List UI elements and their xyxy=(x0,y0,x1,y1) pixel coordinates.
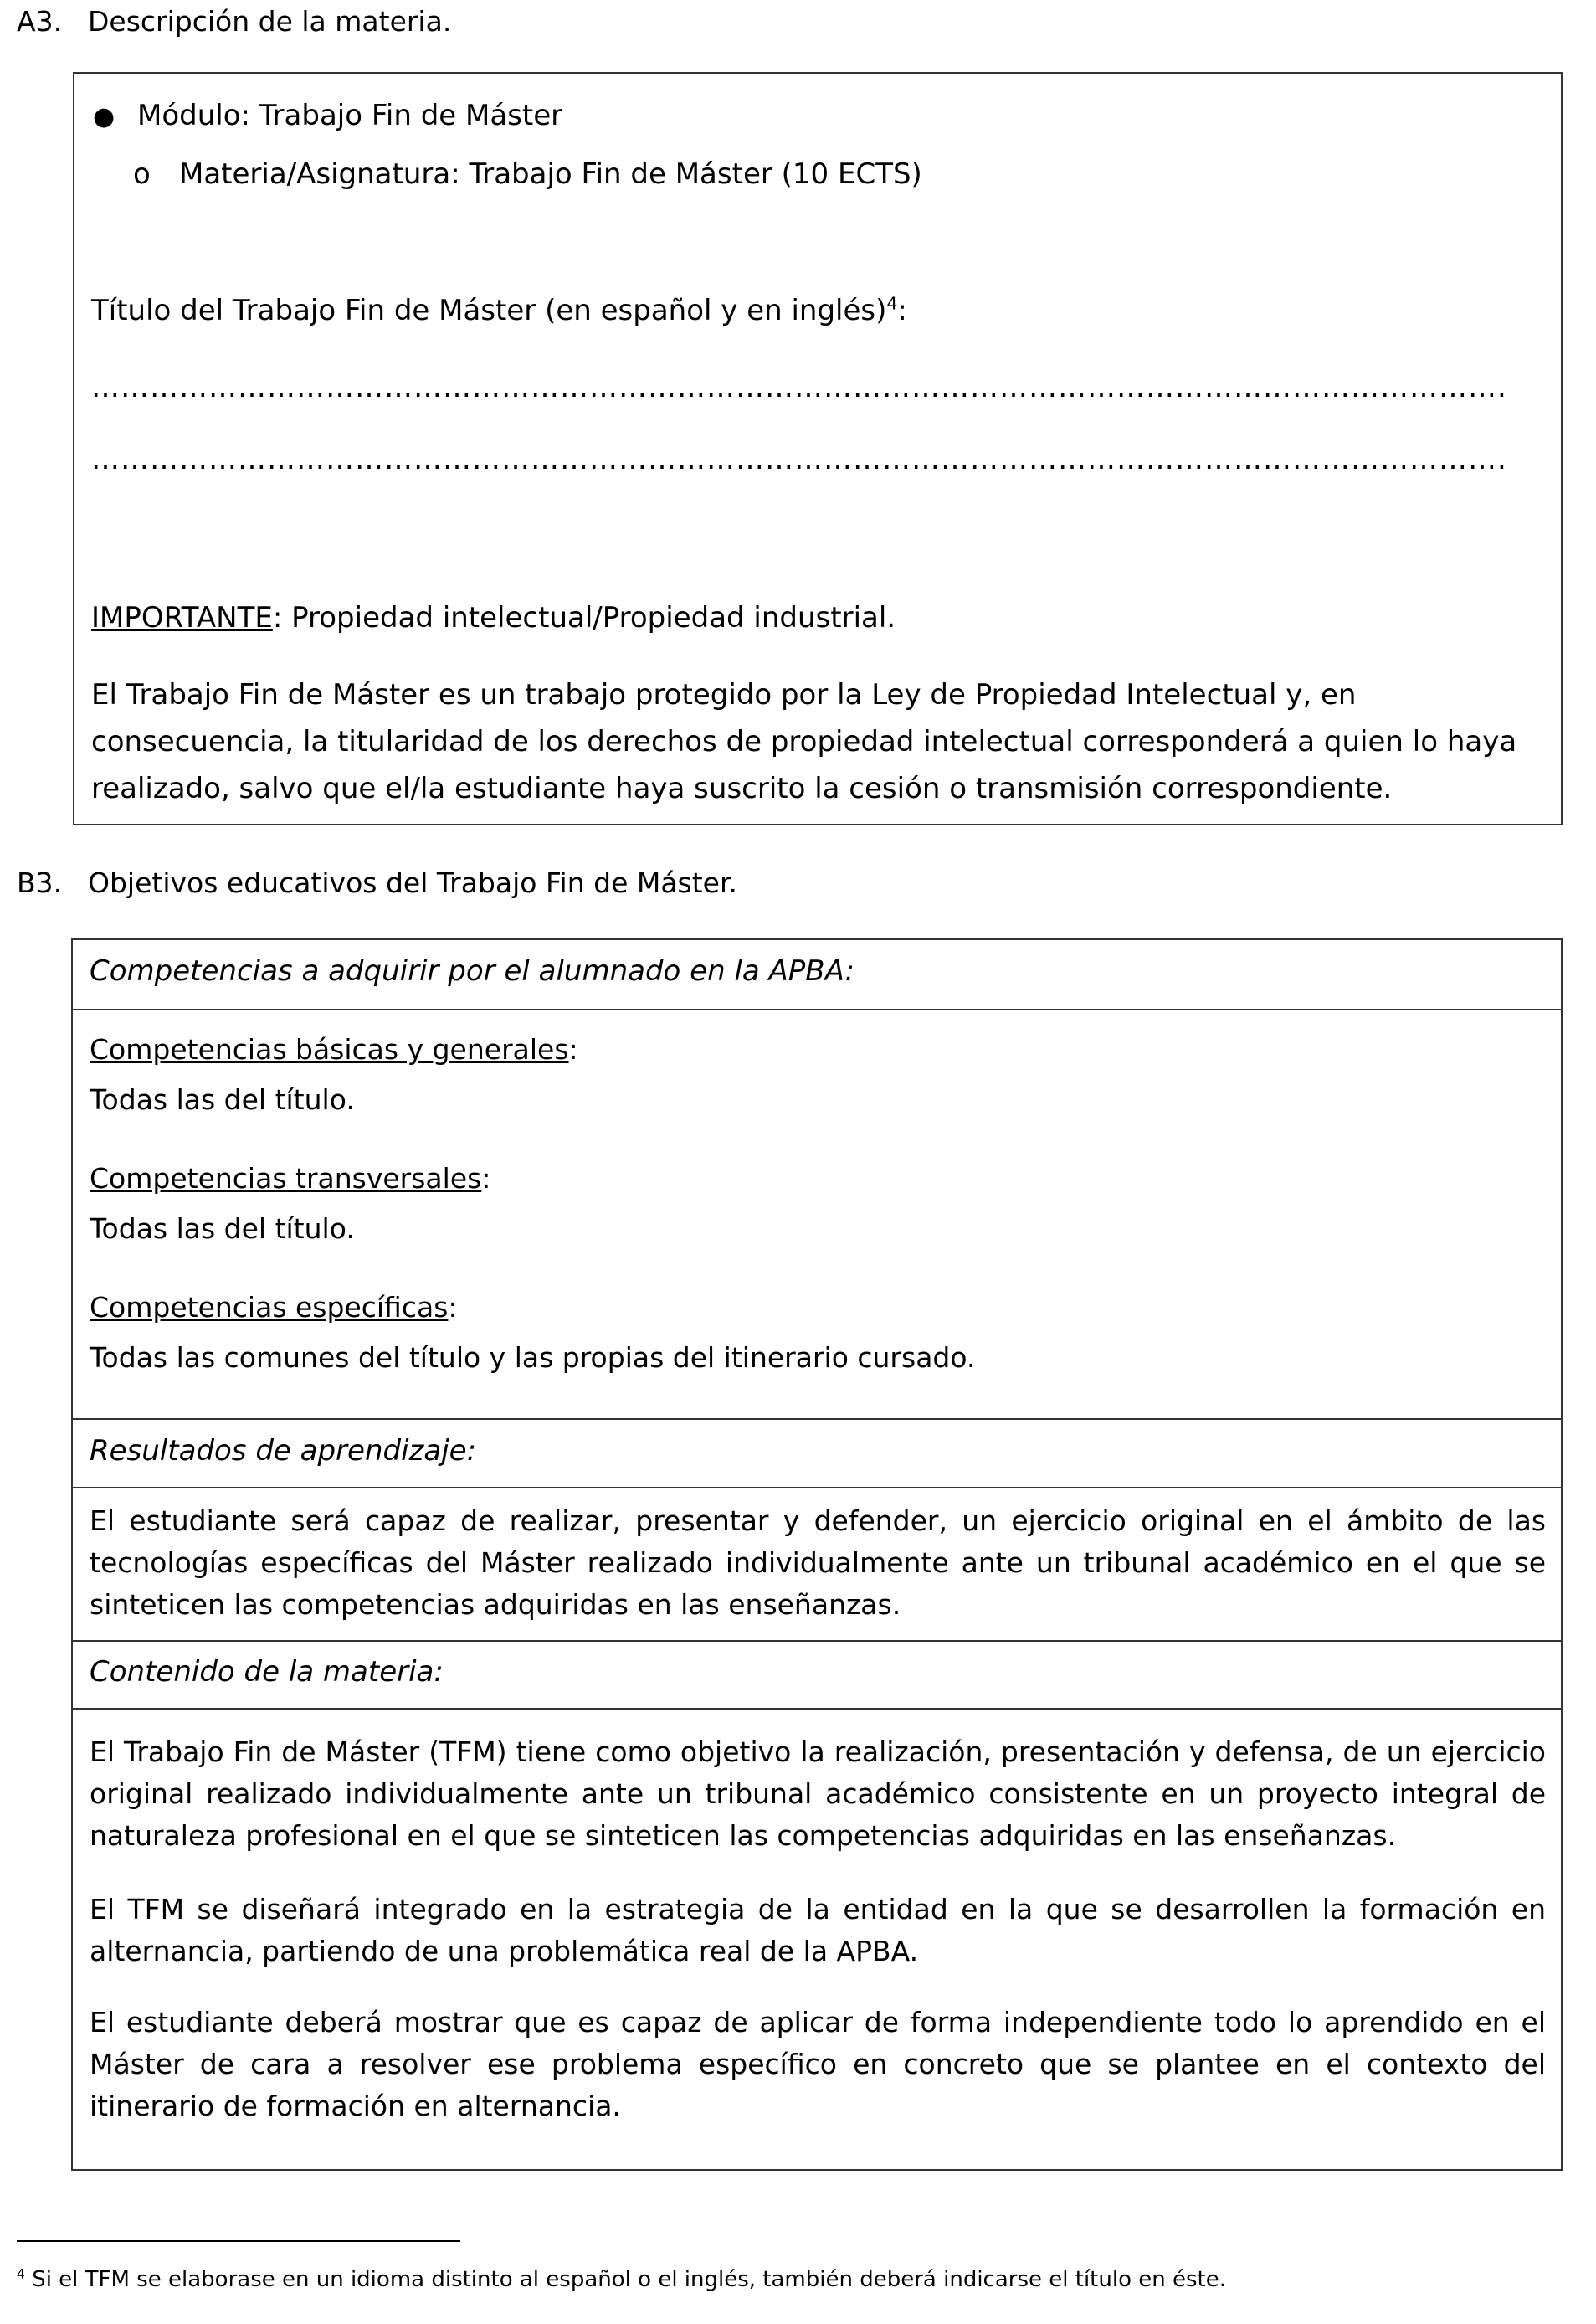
contenido-paragraph-3: El estudiante deberá mostrar que es capaz de aplicar de forma independiente todo lo aprendido en el Máster de cara a resolver ese problema específico en concreto que se plantee en el contexto del itinerario de formación en alternancia. xyxy=(90,2006,1546,2122)
footnote-text: Si el TFM se elaborase en un idioma distinto al español o el inglés, también deberá indicarse el título en éste. xyxy=(24,2267,1226,2292)
title-blank-line-2: ………………………………………………………………………………………………………………………………. xyxy=(91,443,1507,476)
row-divider xyxy=(73,1708,1561,1710)
row-divider xyxy=(73,1418,1561,1420)
a3-description-box xyxy=(73,72,1563,825)
basicas-value: Todas las del título. xyxy=(90,1083,355,1116)
bullet-icon: ● xyxy=(93,102,115,131)
especificas-value: Todas las comunes del título y las propias del itinerario cursado. xyxy=(90,1341,976,1374)
contenido-paragraph-1: El Trabajo Fin de Máster (TFM) tiene como objetivo la realización, presentación y defensa, de un ejercicio original realizado individualmente ante un tribunal académico consistente en un proyecto integral de naturaleza profesional en el que se sinteticen las competencias adquiridas en las enseñanzas. xyxy=(90,1735,1546,1852)
important-label: IMPORTANTE xyxy=(91,601,273,635)
important-note: IMPORTANTE: Propiedad intelectual/Propiedad industrial. xyxy=(91,601,896,635)
footnote-ref: 4 xyxy=(886,293,898,314)
title-blank-line-1: ………………………………………………………………………………………………………………………………. xyxy=(91,371,1507,404)
footnote xyxy=(17,2265,1226,2295)
row-divider xyxy=(73,1487,1561,1488)
especificas-label: Competencias específicas: xyxy=(90,1291,458,1324)
section-a3-heading xyxy=(17,5,451,39)
resultados-header: Resultados de aprendizaje: xyxy=(90,1434,477,1468)
section-b3-heading xyxy=(17,866,737,900)
competencias-header: Competencias a adquirir por el alumnado en la APBA: xyxy=(90,954,854,988)
section-title: Descripción de la materia. xyxy=(88,5,452,38)
contenido-header: Contenido de la materia: xyxy=(90,1655,444,1689)
transversales-label: Competencias transversales: xyxy=(90,1162,491,1195)
section-title: Objetivos educativos del Trabajo Fin de Máster. xyxy=(88,866,738,899)
ip-paragraph: El Trabajo Fin de Máster es un trabajo protegido por la Ley de Propiedad Intelectual y, en consecuencia, la titularidad de los derechos de propiedad intelectual corresponderá a quien lo haya realizado, salvo que el/la estudiante haya suscrito la cesión o transmisión correspondiente. xyxy=(91,678,1517,805)
resultados-text: El estudiante será capaz de realizar, presentar y defender, un ejercicio original en el ámbito de las tecnologías específicas del Máster realizado individualmente ante un tribunal académico en el que se sinteticen las competencias adquiridas en las enseñanzas. xyxy=(90,1504,1546,1621)
circle-bullet-icon: o xyxy=(133,157,151,191)
row-divider xyxy=(73,1640,1561,1642)
row-divider xyxy=(73,1009,1561,1010)
b3-objectives-table xyxy=(71,938,1563,2171)
footnote-number: 4 xyxy=(17,2266,25,2282)
section-number: A3. xyxy=(17,5,63,38)
footnote-separator xyxy=(17,2240,460,2242)
module-line: Módulo: Trabajo Fin de Máster xyxy=(137,99,563,132)
basicas-label: Competencias básicas y generales: xyxy=(90,1033,578,1066)
subject-line: Materia/Asignatura: Trabajo Fin de Máster (10 ECTS) xyxy=(179,157,922,191)
section-number: B3. xyxy=(17,866,63,899)
transversales-value: Todas las del título. xyxy=(90,1212,355,1245)
title-label: Título del Trabajo Fin de Máster (en español y en inglés)$^4$: xyxy=(91,293,907,327)
contenido-paragraph-2: El TFM se diseñará integrado en la estrategia de la entidad en la que se desarrollen la formación en alternancia, partiendo de una problemática real de la APBA. xyxy=(90,1893,1546,1967)
